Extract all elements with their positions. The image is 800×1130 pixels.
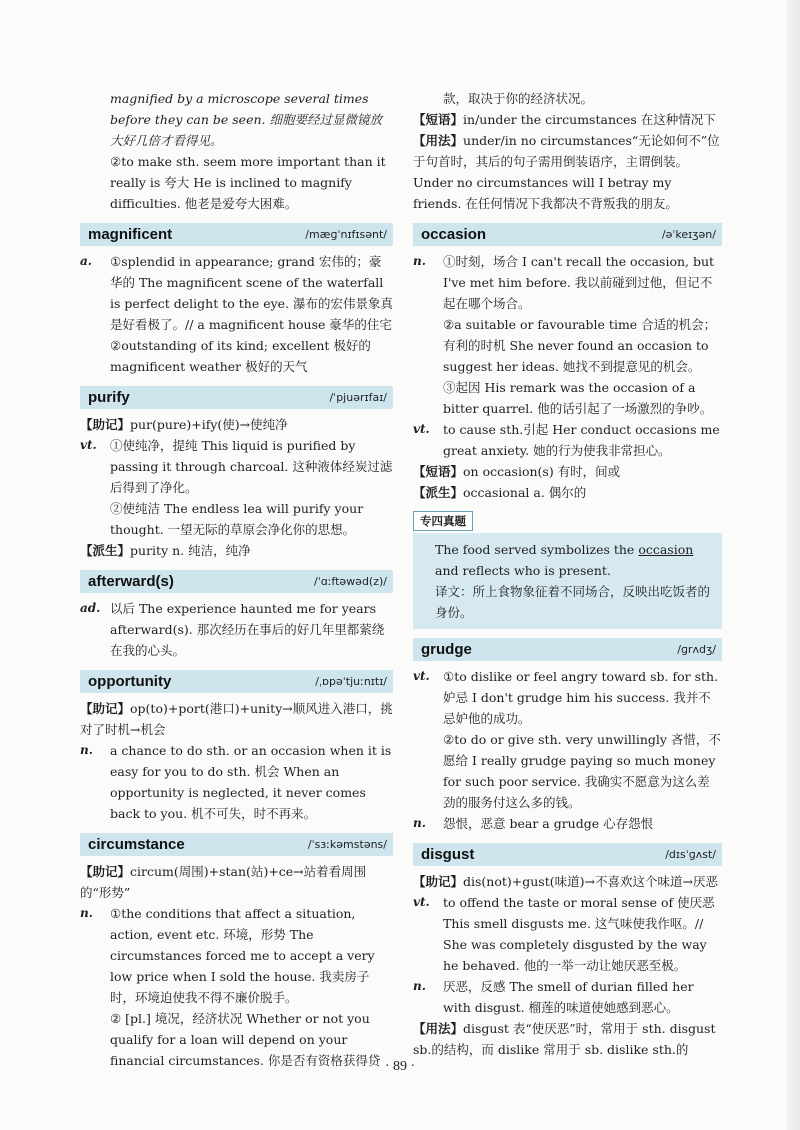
memo-text: pur(pure)+ify(使)→使纯净	[130, 417, 288, 432]
sense-text: ①to dislike or feel angry toward sb. for sth. 妒忌 I don't grudge him his success. 我并不忌妒他的成功。	[443, 669, 719, 726]
phonetic: /ˌɒpəˈtjuːnɪtɪ/	[315, 675, 387, 688]
pos-label: ad.	[80, 601, 101, 615]
phrase-text: on occasion(s) 有时，间或	[463, 464, 621, 479]
entry-header-disgust	[413, 843, 722, 866]
sense-text: to cause sth.引起 Her conduct occasions me great anxiety. 她的行为使我非常担心。	[443, 422, 720, 458]
exam-sentence-pre: The food served symbolizes the	[435, 542, 639, 557]
sense-text: ①使纯净，提纯 This liquid is purified by passing it through charcoal. 这种液体经炭过滤后得到了净化。	[110, 438, 393, 495]
pos-label: vt.	[413, 895, 430, 909]
entry-header-magnificent	[80, 223, 393, 246]
pos-label: vt.	[413, 669, 430, 683]
phrase-text: in/under the circumstances 在这种情况下	[463, 112, 716, 127]
entry-body-purify	[80, 414, 393, 561]
entry-header-afterwards	[80, 570, 393, 593]
headword: circumstance	[88, 836, 185, 853]
sense-text: 怨恨，恶意 bear a grudge 心存怨恨	[443, 816, 654, 831]
deriv-text: purity n. 纯洁，纯净	[130, 543, 251, 558]
memo-label: 【助记】	[80, 701, 131, 716]
pos-label: n.	[413, 979, 426, 993]
phonetic: /ˈpjuərɪfaɪ/	[329, 391, 387, 404]
pos-label: n.	[413, 816, 426, 830]
entry-body-grudge	[413, 666, 722, 834]
usage-label: 【用法】	[413, 1021, 464, 1036]
usage-text: under/in no circumstances“无论如何不”位于句首时，其后的句子需用倒装语序，主谓倒装。Under no circumstances will I betray my friends. 在任何情况下我都决不背叛我的朋友。	[413, 133, 720, 211]
right-column	[413, 88, 722, 1060]
sense-text: ②使纯洁 The endless lea will purify your thought. 一望无际的草原会净化你的思想。	[110, 501, 364, 537]
entry-continuation-magnify	[80, 88, 393, 214]
sense-text: a chance to do sth. or an occasion when it is easy for you to do sth. 机会 When an opportunity is neglected, it never comes back to you. 机不可失，时不再来。	[110, 743, 392, 821]
pos-label: vt.	[413, 422, 430, 436]
headword: afterward(s)	[88, 573, 174, 590]
sense-text: 款，取决于你的经济状况。	[443, 91, 594, 106]
entry-body-magnificent	[80, 251, 393, 377]
exam-content	[413, 533, 722, 629]
entry-header-occasion	[413, 223, 722, 246]
sense-text: ② [pl.] 境况，经济状况 Whether or not you qualify for a loan will depend on your financial circumstances. 你是否有资格获得贷	[110, 1011, 381, 1068]
phrase-label: 【短语】	[413, 112, 464, 127]
phonetic: /ɡrʌdʒ/	[677, 643, 716, 656]
entry-body-occasion	[413, 251, 722, 503]
memo-text: dis(not)+gust(味道)→不喜欢这个味道→厌恶	[463, 874, 718, 889]
exam-label: 专四真题	[413, 511, 473, 531]
pos-label: vt.	[80, 438, 97, 452]
entry-body-afterwards	[80, 598, 393, 661]
usage-text: disgust 表“使厌恶”时，常用于 sth. disgust sb.的结构，而 dislike 常用于 sb. dislike sth.的	[413, 1021, 716, 1057]
phonetic: /dɪsˈɡʌst/	[665, 848, 716, 861]
deriv-text: occasional a. 偶尔的	[463, 485, 587, 500]
entry-body-opportunity	[80, 698, 393, 824]
headword: purify	[88, 389, 130, 406]
entry-header-grudge	[413, 638, 722, 661]
phrase-label: 【短语】	[413, 464, 464, 479]
phonetic: /ˈɑːftəwəd(z)/	[314, 575, 387, 588]
sense-text: 以后 The experience haunted me for years afterward(s). 那次经历在事后的好几年里都萦绕在我的心头。	[110, 601, 385, 658]
headword: magnificent	[88, 226, 173, 243]
pos-label: n.	[80, 906, 93, 920]
usage-label: 【用法】	[413, 133, 464, 148]
sense-text: 厌恶，反感 The smell of durian filled her with disgust. 榴莲的味道使她感到恶心。	[443, 979, 694, 1015]
sense-text: ②outstanding of its kind; excellent 极好的 magnificent weather 极好的天气	[110, 338, 371, 374]
entry-header-opportunity	[80, 670, 393, 693]
exam-question-box	[413, 503, 722, 629]
sense-text: ③起因 His remark was the occasion of a bitter quarrel. 他的话引起了一场激烈的争吵。	[443, 380, 713, 416]
entry-header-circumstance	[80, 833, 393, 856]
left-column	[80, 88, 393, 1071]
entry-continuation-circumstance	[413, 88, 722, 214]
deriv-label: 【派生】	[80, 543, 131, 558]
phonetic: /mæɡˈnɪfɪsənt/	[305, 228, 387, 241]
sense-text: ①时刻，场合 I can't recall the occasion, but I've met him before. 我以前碰到过他，但记不起在哪个场合。	[443, 254, 715, 311]
exam-keyword: occasion	[638, 542, 694, 557]
exam-sentence-post: and reflects who is present.	[435, 563, 611, 578]
sense-text: ②to make sth. seem more important than it really is 夸大 He is inclined to magnify difficulties. 他老是爱夸大困难。	[110, 154, 386, 211]
sense-text: to offend the taste or moral sense of 使厌恶 This smell disgusts me. 这气味使我作呕。// She was completely disgusted by the way he behaved. 他的一举一动让她厌恶至极。	[443, 895, 715, 973]
sense-text: ②to do or give sth. very unwillingly 吝惜，不愿给 I really grudge paying so much money for such poor service. 我确实不愿意为这么差劲的服务付这么多的钱。	[443, 732, 721, 810]
entry-body-disgust	[413, 871, 722, 1060]
headword: occasion	[421, 226, 487, 243]
memo-text: circum(周围)+stan(站)+ce→站着看周围的“形势”	[80, 864, 367, 900]
sense-text: ①the conditions that affect a situation, action, event etc. 环境，形势 The circumstances forced me to accept a very low price when I sold the house. 我卖房子时，环境迫使我不得不廉价脱手。	[110, 906, 375, 1005]
pos-label: a.	[80, 254, 92, 268]
page-number: · 89 ·	[384, 1059, 416, 1074]
pos-label: n.	[80, 743, 93, 757]
sense-text: ①splendid in appearance; grand 宏伟的；豪华的 The magnificent scene of the waterfall is perfect delight to the eye. 瀑布的宏伟景象真是好看极了。// a magnificent house 豪华的住宅	[110, 254, 393, 332]
exam-translation: 译文：所上食物象征着不同场合，反映出吃饭者的身份。	[435, 584, 711, 620]
example-text: magnified by a microscope several times before they can be seen. 细胞要经过显微镜放大好几倍才看得见。	[110, 91, 382, 148]
memo-text: op(to)+port(港口)+unity→顺风进入港口，挑对了时机→机会	[80, 701, 393, 737]
deriv-label: 【派生】	[413, 485, 464, 500]
entry-header-purify	[80, 386, 393, 409]
headword: disgust	[421, 846, 475, 863]
page-edge	[786, 0, 800, 1130]
phonetic: /ˈsɜːkəmstəns/	[307, 838, 387, 851]
sense-text: ②a suitable or favourable time 合适的机会；有利的时机 She never found an occasion to suggest her ideas. 她找不到提意见的机会。	[443, 317, 717, 374]
headword: opportunity	[88, 673, 172, 690]
memo-label: 【助记】	[413, 874, 464, 889]
memo-label: 【助记】	[80, 864, 131, 879]
headword: grudge	[421, 641, 472, 658]
memo-label: 【助记】	[80, 417, 131, 432]
phonetic: /əˈkeɪʒən/	[661, 228, 716, 241]
entry-body-circumstance	[80, 861, 393, 1071]
pos-label: n.	[413, 254, 426, 268]
